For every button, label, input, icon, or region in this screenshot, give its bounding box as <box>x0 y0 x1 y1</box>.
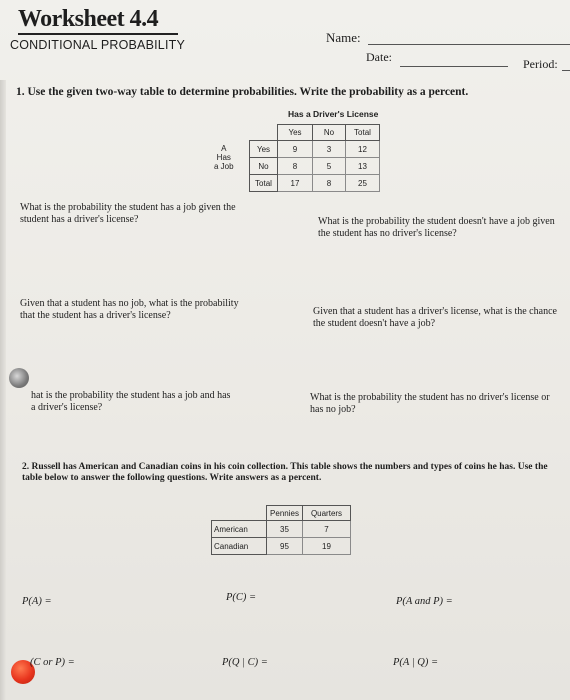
question-1-prompt: 1. Use the given two-way table to determine probabilities. Write the probability as a percent. <box>16 86 469 98</box>
column-header: Yes <box>278 125 313 141</box>
name-blank-line[interactable] <box>368 44 570 45</box>
worksheet-title: Worksheet 4.4 <box>18 6 159 32</box>
expression-p-c: P(C) = <box>226 592 257 603</box>
expression-p-c-or-p: (C or P) = <box>30 657 75 668</box>
row-header: American <box>212 521 267 538</box>
table-row <box>250 175 380 192</box>
expression-p-a: P(A) = <box>22 596 52 607</box>
question-1c: Given that a student has no job, what is the probability that the student has a driver's license? <box>20 298 239 321</box>
column-header: Total <box>346 125 380 141</box>
table-cell: 95 <box>267 538 303 555</box>
table-cell: 25 <box>346 175 380 192</box>
expression-p-q-given-c: P(Q | C) = <box>222 657 268 668</box>
page-edge-shadow <box>0 80 6 700</box>
table-row <box>212 521 351 538</box>
row-header: Yes <box>250 141 278 158</box>
column-header: Pennies <box>267 506 303 521</box>
table-cell: 35 <box>267 521 303 538</box>
table-corner <box>250 125 278 141</box>
column-header: No <box>313 125 346 141</box>
question-2-prompt: 2. Russell has American and Canadian coins in his coin collection. This table shows the numbers and types of coins he has. Use the table below to answer the following questions. Write answers as a percent. <box>22 462 548 483</box>
date-label: Date: <box>366 50 392 64</box>
license-table-row-group <box>214 144 234 171</box>
table-cell: 8 <box>278 158 313 175</box>
table-cell: 12 <box>346 141 380 158</box>
row-group-line: A <box>221 144 227 153</box>
row-header: Canadian <box>212 538 267 555</box>
question-1e: hat is the probability the student has a job and has a driver's license? <box>31 390 231 413</box>
table-row <box>250 158 380 175</box>
question-1d: Given that a student has a driver's license, what is the chance the student doesn't have a job? <box>313 306 557 329</box>
question-1f: What is the probability the student has no driver's license or has no job? <box>310 392 550 415</box>
row-group-line: Has <box>216 153 231 162</box>
table-cell: 13 <box>346 158 380 175</box>
period-blank-line[interactable] <box>562 70 570 71</box>
table-row <box>250 141 380 158</box>
row-header: No <box>250 158 278 175</box>
row-header: Total <box>250 175 278 192</box>
coin-two-way-table <box>211 505 351 555</box>
expression-p-a-and-p: P(A and P) = <box>396 596 453 607</box>
table-cell: 17 <box>278 175 313 192</box>
date-blank-line[interactable] <box>400 66 508 67</box>
expression-p-a-given-q: P(A | Q) = <box>393 657 439 668</box>
table-cell: 9 <box>278 141 313 158</box>
table-cell: 19 <box>303 538 351 555</box>
license-table-column-group: Has a Driver's License <box>288 109 379 119</box>
table-cell: 8 <box>313 175 346 192</box>
license-two-way-table <box>249 124 380 192</box>
table-corner <box>212 506 267 521</box>
table-cell: 3 <box>313 141 346 158</box>
gray-sticker-dot <box>9 368 29 388</box>
table-row <box>212 538 351 555</box>
column-header: Quarters <box>303 506 351 521</box>
table-cell: 5 <box>313 158 346 175</box>
table-cell: 7 <box>303 521 351 538</box>
title-underline <box>18 33 178 35</box>
name-label: Name: <box>326 30 361 45</box>
row-group-line: a Job <box>214 162 234 171</box>
question-1a: What is the probability the student has a job given the student has a driver's license? <box>20 202 236 225</box>
question-1b: What is the probability the student doesn't have a job given the student has no driver's license? <box>318 216 555 239</box>
period-label: Period: <box>523 57 558 71</box>
worksheet-subtitle: CONDITIONAL PROBABILITY <box>10 38 186 52</box>
